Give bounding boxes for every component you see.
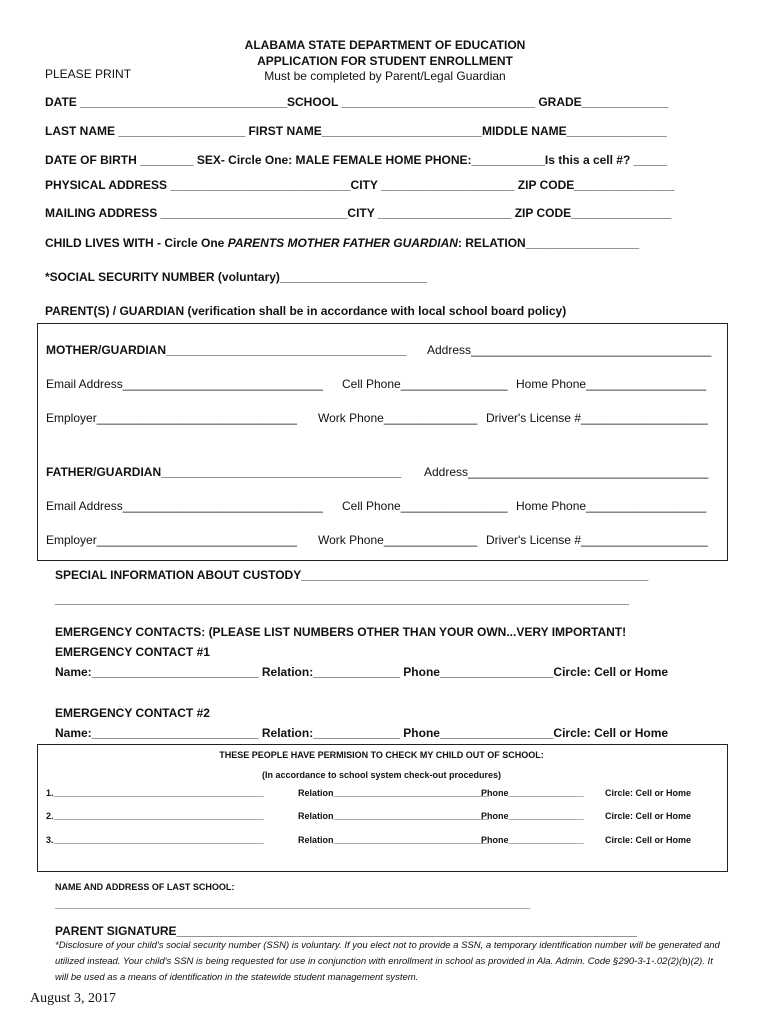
ssn-disclosure-footnote: *Disclosure of your child's social security number (SSN) is voluntary. If you elect not to provide a SSN, a temporary identification number will be generated and utilized instead. Your child's SSN is being requested for use in conjunction with enrollment in school as provided in Ala. Admin. Code §290-3-1-.02(2)(b)(2). It will be used as a means of identification in the statewide student management system. (55, 940, 720, 983)
father-employer-field[interactable]: Employer______________________________ (46, 533, 297, 547)
guardians-box (37, 323, 728, 561)
checkout-row-1-name[interactable]: 1.__________________________________________ (46, 788, 264, 798)
custody-line-2[interactable]: ______________________________________________________________________________________ (55, 592, 629, 606)
ssn-line[interactable]: *SOCIAL SECURITY NUMBER (voluntary)______________________ (45, 270, 427, 284)
last-school-label: NAME AND ADDRESS OF LAST SCHOOL: (55, 882, 235, 892)
father-guardian-field[interactable]: FATHER/GUARDIAN____________________________________ (46, 465, 402, 479)
checkout-row-3-phone[interactable]: Phone_______________ (481, 835, 584, 845)
mother-home-phone-field[interactable]: Home Phone__________________ (516, 377, 707, 391)
checkout-row-3-circle[interactable]: Circle: Cell or Home (605, 835, 692, 845)
checkout-row-2-relation[interactable]: Relation_______________________________ (298, 811, 489, 821)
father-home-phone-field[interactable]: Home Phone__________________ (516, 499, 707, 513)
checkout-heading: THESE PEOPLE HAVE PERMISION TO CHECK MY CHILD OUT OF SCHOOL: (219, 750, 544, 760)
lives-with-options[interactable]: PARENTS MOTHER FATHER GUARDIAN (227, 236, 458, 250)
mother-address-field[interactable]: Address____________________________________ (427, 343, 712, 357)
checkout-row-3-name[interactable]: 3.__________________________________________ (46, 835, 264, 845)
father-email-field[interactable]: Email Address______________________________ (46, 499, 323, 513)
father-work-phone-field[interactable]: Work Phone______________ (318, 533, 478, 547)
please-print-label: PLEASE PRINT (45, 67, 132, 81)
custody-field[interactable]: SPECIAL INFORMATION ABOUT CUSTODY____________________________________________________ (55, 568, 649, 582)
checkout-row-1-circle[interactable]: Circle: Cell or Home (605, 788, 692, 798)
mother-work-phone-field[interactable]: Work Phone______________ (318, 411, 478, 425)
physical-address-line[interactable]: PHYSICAL ADDRESS ___________________________CITY ____________________ ZIP CODE_______________ (45, 178, 675, 192)
mother-email-field[interactable]: Email Address______________________________ (46, 377, 323, 391)
emergency-heading: EMERGENCY CONTACTS: (PLEASE LIST NUMBERS OTHER THAN YOUR OWN...VERY IMPORTANT! (55, 625, 627, 639)
child-lives-with-line[interactable] (45, 236, 639, 250)
checkout-row-2-circle[interactable]: Circle: Cell or Home (605, 811, 692, 821)
form-title: APPLICATION FOR STUDENT ENROLLMENT (257, 54, 513, 68)
mailing-address-line[interactable]: MAILING ADDRESS ____________________________CITY ____________________ ZIP CODE_______________ (45, 206, 672, 220)
relation-field[interactable]: : RELATION_________________ (457, 236, 640, 250)
parent-signature-field[interactable]: PARENT SIGNATURE_____________________________________________________________________ (55, 924, 638, 938)
document-date: August 3, 2017 (30, 991, 116, 1006)
department-name: ALABAMA STATE DEPARTMENT OF EDUCATION (244, 38, 526, 52)
birth-sex-phone-line[interactable]: DATE OF BIRTH ________ SEX- Circle One: MALE FEMALE HOME PHONE:___________Is this a cell #? _____ (45, 153, 668, 167)
checkout-subheading: (In accordance to school system check-out procedures) (261, 770, 502, 780)
emergency-contact-1-line[interactable]: Name:_________________________ Relation:_____________ Phone_________________Circle: Cell or Home (55, 665, 669, 679)
parents-heading: PARENT(S) / GUARDIAN (verification shall be in accordance with local school board policy) (45, 304, 567, 318)
emergency-contact-2-line[interactable]: Name:_________________________ Relation:_____________ Phone_________________Circle: Cell or Home (55, 726, 669, 740)
checkout-box (37, 744, 728, 872)
form-subtitle: Must be completed by Parent/Legal Guardian (264, 69, 506, 83)
name-line[interactable]: LAST NAME ___________________ FIRST NAME________________________MIDDLE NAME_______________ (45, 124, 667, 138)
mother-license-field[interactable]: Driver's License #___________________ (486, 411, 708, 425)
last-school-line[interactable]: _______________________________________________________________________________________________ (55, 900, 531, 910)
checkout-row-3-relation[interactable]: Relation_______________________________ (298, 835, 489, 845)
father-address-field[interactable]: Address____________________________________ (424, 465, 709, 479)
checkout-row-1-phone[interactable]: Phone_______________ (481, 788, 584, 798)
mother-guardian-field[interactable]: MOTHER/GUARDIAN____________________________________ (46, 343, 407, 357)
father-cell-field[interactable]: Cell Phone________________ (342, 499, 508, 513)
emergency-contact-2-title: EMERGENCY CONTACT #2 (55, 706, 210, 720)
date-school-grade-line[interactable]: DATE _______________________________SCHOOL _____________________________ GRADE_____________ (45, 95, 669, 109)
child-lives-with-label: CHILD LIVES WITH - Circle One (45, 236, 225, 250)
mother-cell-field[interactable]: Cell Phone________________ (342, 377, 508, 391)
checkout-row-2-phone[interactable]: Phone_______________ (481, 811, 584, 821)
father-license-field[interactable]: Driver's License #___________________ (486, 533, 708, 547)
checkout-row-1-relation[interactable]: Relation_______________________________ (298, 788, 489, 798)
checkout-row-2-name[interactable]: 2.__________________________________________ (46, 811, 264, 821)
mother-employer-field[interactable]: Employer______________________________ (46, 411, 297, 425)
emergency-contact-1-title: EMERGENCY CONTACT #1 (55, 645, 210, 659)
